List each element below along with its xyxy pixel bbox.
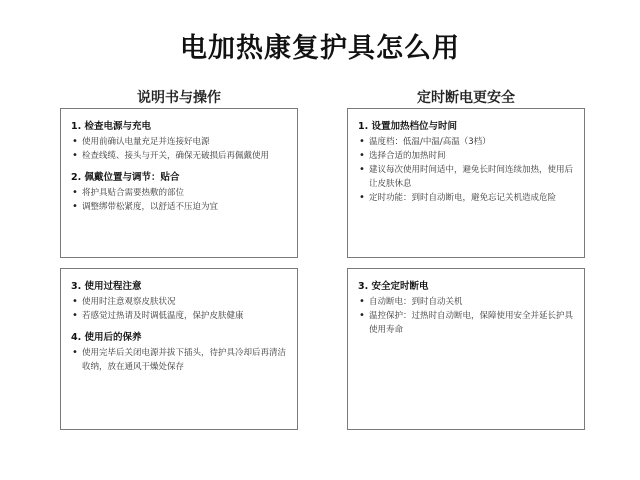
section-title: 3. 使用过程注意 [71,281,142,292]
right-column-heading: 定时断电更安全 [417,90,515,106]
bullet-item: • 使用前确认电量充足并连接好电源 [71,135,289,149]
left-column-heading: 说明书与操作 [137,90,221,106]
instructions-box-top-left [60,108,298,258]
bullet-list [71,346,289,374]
section-title: 1. 设置加热档位与时间 [358,121,458,132]
bullet-item: • 若感觉过热请及时调低温度，保护皮肤健康 [71,309,289,323]
section-title: 2. 佩戴位置与调节：贴合 [71,172,180,183]
bullet-list [71,135,289,163]
bullet-list [71,295,289,323]
bullet-list [358,135,576,205]
section-title: 3. 安全定时断电 [358,281,429,292]
bullet-item: • 定时功能：到时自动断电，避免忘记关机造成危险 [358,191,576,205]
bullet-item: • 自动断电：到时自动关机 [358,295,576,309]
bullet-item: • 温控保护：过热时自动断电，保障使用安全并延长护具使用寿命 [358,309,576,337]
section-title: 4. 使用后的保养 [71,332,142,343]
bullet-item: • 使用完毕后关闭电源并拔下插头，待护具冷却后再清洁收纳，放在通风干燥处保存 [71,346,289,374]
instructions-box-top-right [347,108,585,258]
bullet-list [358,295,576,337]
bullet-item: • 检查线缆、接头与开关，确保无破损后再佩戴使用 [71,149,289,163]
instructions-box-bottom-right [347,268,585,430]
bullet-list [71,186,289,214]
bullet-item: • 调整绑带松紧度，以舒适不压迫为宜 [71,200,289,214]
bullet-item: • 使用时注意观察皮肤状况 [71,295,289,309]
bullet-item: • 将护具贴合需要热敷的部位 [71,186,289,200]
bullet-item: • 建议每次使用时间适中，避免长时间连续加热，使用后让皮肤休息 [358,163,576,191]
instructions-box-bottom-left [60,268,298,430]
bullet-item: • 温度档：低温/中温/高温（3档） [358,135,576,149]
page-title: 电加热康复护具怎么用 [180,33,460,64]
bullet-item: • 选择合适的加热时间 [358,149,576,163]
section-title: 1. 检查电源与充电 [71,121,152,132]
